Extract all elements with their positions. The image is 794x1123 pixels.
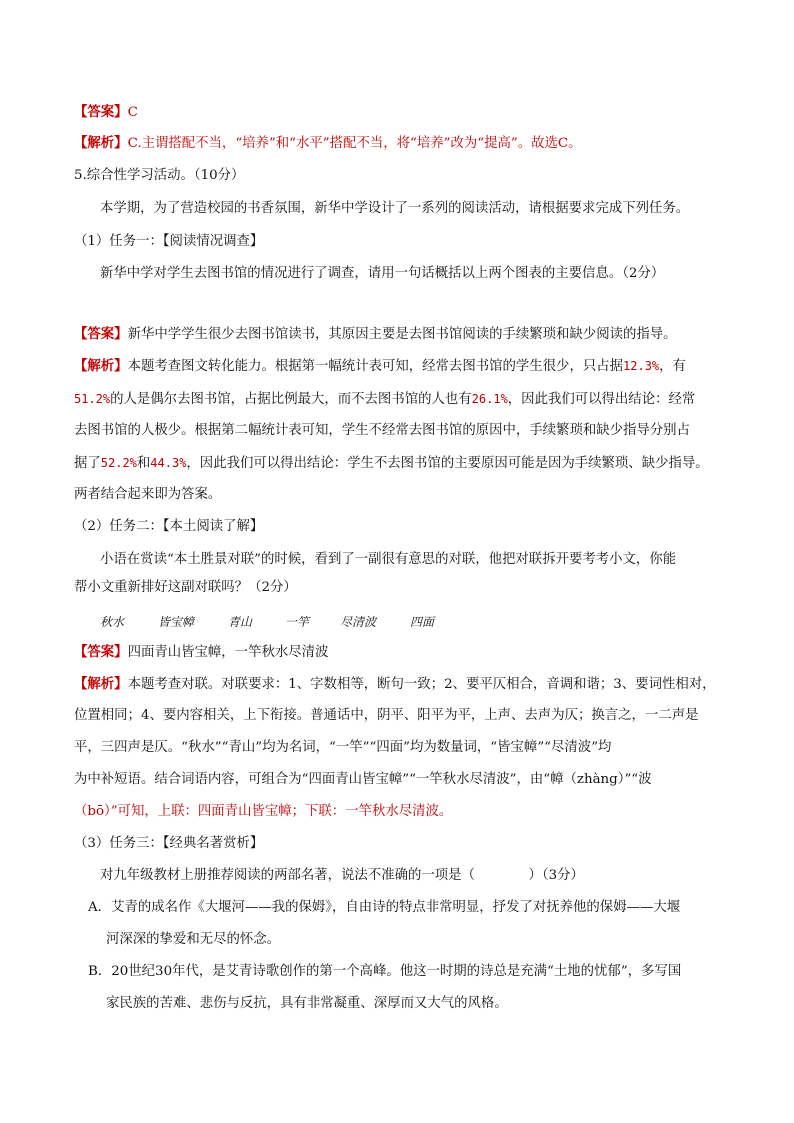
q4-analysis-line <box>74 133 720 154</box>
option-b-line-1: B．20世纪30年代，是艾青诗歌创作的第一个高峰。他这一时期的诗总是充满“土地的忧郁”，多写国 <box>88 964 682 979</box>
task1-analysis-line-3: 去图书馆的人极少。根据第二幅统计表可知，学生不经常去图书馆的原因中，手续繁琐和缺少指导分别占 <box>74 423 690 438</box>
analysis-tag: 【解析】 <box>74 358 128 374</box>
couplet-word: 四面 <box>410 615 435 629</box>
couplet-word: 尽清波 <box>340 615 377 629</box>
analysis-text: 本题考查对联。对联要求：1、字数相等，断句一致；2、要平仄相合，音调和谐；3、要词性相对， <box>127 677 716 692</box>
task1-analysis-line-2 <box>74 389 720 410</box>
answer-tag: 【答案】 <box>74 104 128 120</box>
task1-heading: （1）任务一：【阅读情况调查】 <box>74 234 264 249</box>
task1-question: 新华中学对学生去图书馆的情况进行了调查，请用一句话概括以上两个图表的主要信息。（2分） <box>100 266 665 281</box>
analysis-text: ，有 <box>659 359 686 374</box>
analysis-text: 据了 <box>74 456 101 471</box>
option-a-line-1: A．艾青的成名作《大堰河——我的保姆》，自由诗的特点非常明显，抒发了对抚养他的保姆——大堰 <box>88 900 681 915</box>
task1-analysis-line-1 <box>74 356 720 377</box>
analysis-text: C.主谓搭配不当，“培养”和“水平”搭配不当，将“培养”改为“提高”。故选C。 <box>127 136 582 151</box>
answer-text: 新华中学学生很少去图书馆读书，其原因主要是去图书馆阅读的手续繁琐和缺少阅读的指导。 <box>127 327 677 342</box>
task2-analysis-line-2: 位置相同；4、要内容相关，上下衔接。普通话中，阴平、阳平为平，上声、去声为仄；换言之，一二声是 <box>74 708 699 723</box>
option-a-line-2: 河深深的挚爱和无尽的怀念。 <box>106 932 281 947</box>
answer-tag: 【答案】 <box>74 326 128 342</box>
task1-analysis-line-4 <box>74 453 720 474</box>
analysis-text: ，因此我们可以得出结论：学生不去图书馆的主要原因可能是因为手续繁琐、缺少指导。 <box>186 456 709 471</box>
task3-question: 对九年级教材上册推荐阅读的两部名著，说法不准确的一项是（ ）（3分） <box>100 868 584 883</box>
answer-tag: 【答案】 <box>74 644 128 660</box>
task2-heading: （2）任务二：【本土阅读了解】 <box>74 519 264 534</box>
task2-analysis-line-5: （bō）”可知，上联：四面青山皆宝幛；下联：一竿秋水尽清波。 <box>74 804 453 819</box>
answer-text: C <box>127 105 138 120</box>
analysis-text: 的人是偶尔去图书馆，占据比例最大，而不去图书馆的人也有 <box>110 392 472 407</box>
analysis-text: 本题考查图文转化能力。根据第一幅统计表可知，经常去图书馆的学生很少，只占据 <box>127 359 624 374</box>
task2-question-line-2: 帮小文重新排好这副对联吗？（2分） <box>74 580 297 595</box>
task2-analysis-line-1 <box>74 674 720 695</box>
task2-answer <box>74 642 720 663</box>
task2-question-line-1: 小语在赏读“本土胜景对联”的时候，看到了一副很有意思的对联，他把对联拆开要考考小文，你能 <box>100 552 677 567</box>
analysis-tag: 【解析】 <box>74 135 128 151</box>
analysis-tag: 【解析】 <box>74 676 128 692</box>
question-5-intro: 本学期，为了营造校园的书香氛围，新华中学设计了一系列的阅读活动，请根据要求完成下列任务。 <box>100 201 690 216</box>
task2-analysis-line-3: 平，三四声是仄。“秋水”“青山”均为名词，“一竿”“四面”均为数量词，“皆宝幛”“尽清波”均 <box>74 740 612 755</box>
percentage: 51.2% <box>74 392 111 406</box>
answer-text: 四面青山皆宝幛，一竿秋水尽清波 <box>127 645 329 660</box>
q4-answer-line <box>74 102 720 123</box>
option-b-line-2: 家民族的苦难、悲伤与反抗，具有非常凝重、深厚而又大气的风格。 <box>106 996 508 1011</box>
percentage: 52.2% <box>100 456 137 470</box>
percentage: 12.3% <box>623 359 660 373</box>
task1-analysis-line-5: 两者结合起来即为答案。 <box>74 487 222 502</box>
task3-heading: （3）任务三：【经典名著赏析】 <box>74 836 264 851</box>
couplet-word: 一竿 <box>285 615 310 629</box>
task2-analysis-line-4: 为中补短语。结合词语内容，可组合为“四面青山皆宝幛”“一竿秋水尽清波”，由“幛（zhàng）”“波 <box>74 772 652 787</box>
percentage: 44.3% <box>150 456 187 470</box>
task1-answer <box>74 324 720 345</box>
percentage: 26.1% <box>471 392 508 406</box>
question-5-heading: 5.综合性学习活动。（10分） <box>74 168 245 183</box>
couplet-word: 秋水 <box>100 615 125 629</box>
couplet-word: 青山 <box>228 615 253 629</box>
couplet-word: 皆宝幛 <box>158 615 195 629</box>
analysis-text: ，因此我们可以得出结论：经常 <box>507 392 696 407</box>
analysis-text: 和 <box>136 456 151 471</box>
